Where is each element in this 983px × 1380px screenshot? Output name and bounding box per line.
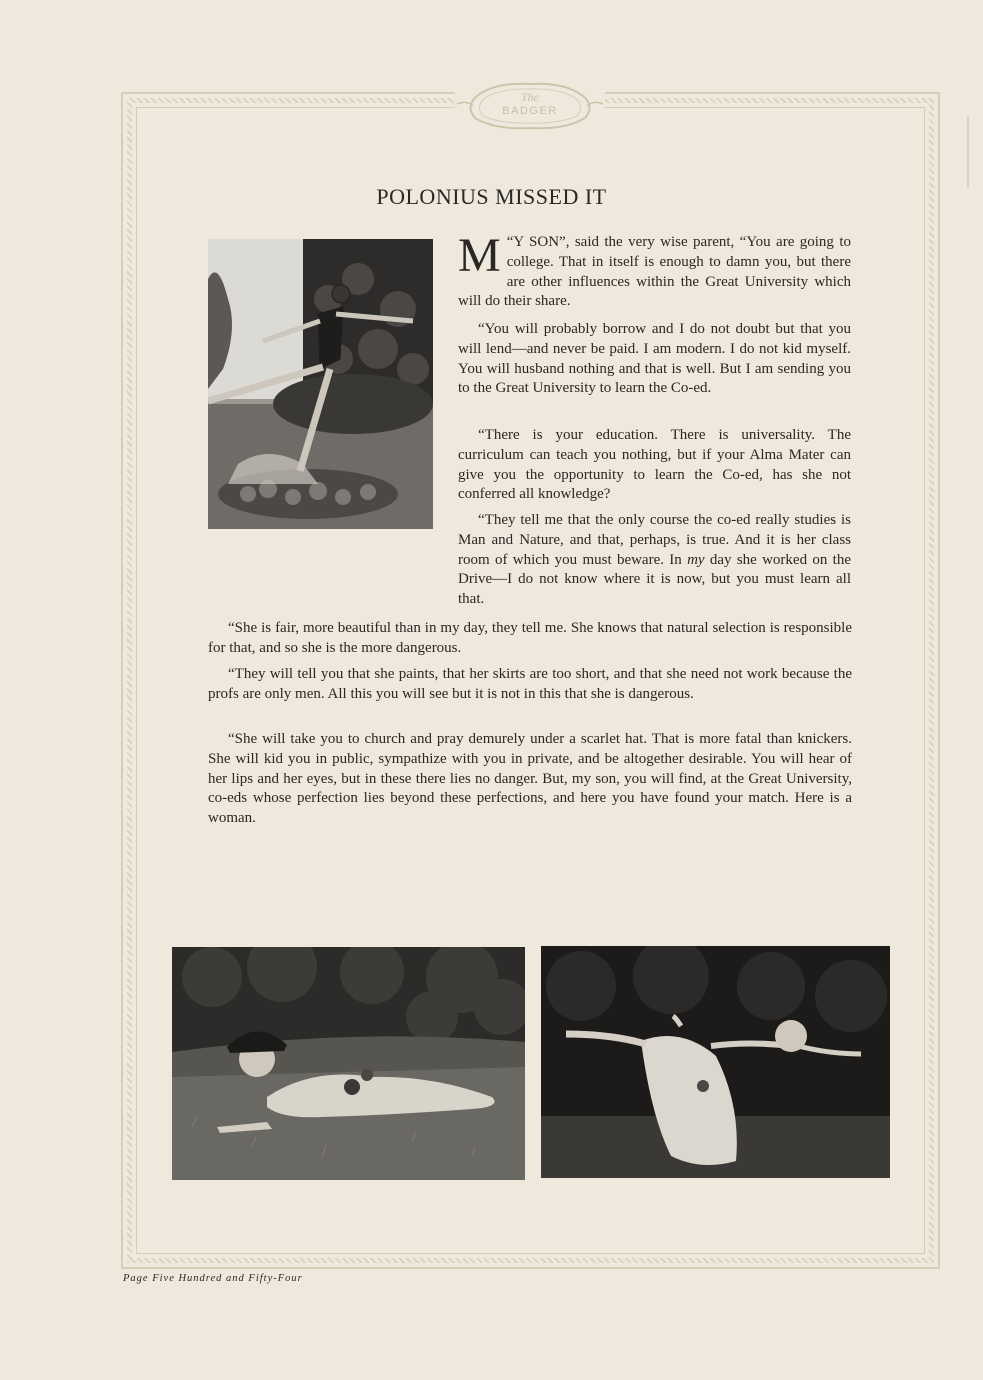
drop-cap: M: [458, 229, 501, 282]
page-edge-mark: [967, 116, 969, 188]
page-title: POLONIUS MISSED IT: [376, 184, 607, 209]
paragraph-1: “ M Y SON”, said the very wise parent, “You are going to college. That in itself is enough to damn you, but there are other influences within the Great University which will do their share.: [458, 229, 851, 310]
paragraph-5: “She is fair, more beautiful than in my day, they tell me. She knows that natural selection is responsible for that, and so she is the more dangerous.: [208, 620, 852, 656]
svg-text:BADGER: BADGER: [502, 105, 558, 117]
photo-reclining-figure: [172, 947, 525, 1180]
paragraph-2: “You will probably borrow and I do not doubt but that you will lend—and never be paid. I am modern. I do not kid myself. You will husband nothing and that is well. But I am sending you to the Great University to learn the Co-ed.: [458, 321, 851, 397]
paragraph-6: “They will tell you that she paints, that her skirts are too short, and that she need not work because the profs are only men. All this you will see but it is not in this that she is dangerous.: [208, 666, 852, 702]
paragraph-7: “She will take you to church and pray demurely under a scarlet hat. That is more fatal than knickers. She will kid you in public, sympathize with you in private, and be altogether desirable. You will hear of her lips and her eyes, but in these there lies no danger. But, my son, you will find, at the Great University, co-eds whose perfection lies beyond these perfections, and here you have found your match. Here is a woman.: [208, 731, 852, 827]
paragraph-4: “They tell me that the only course the co-ed really studies is Man and Nature, and that, perhaps, is true. And it is her class room of which you must beware. In my day she worked on the Drive—I do not know where it is now, but you must learn all that.: [458, 512, 851, 608]
svg-text:The: The: [521, 90, 539, 104]
page-number-footer: Page Five Hundred and Fifty-Four: [123, 1273, 303, 1284]
photo-dancing-figure: [541, 946, 890, 1178]
photo-man-on-fountain: [208, 239, 433, 529]
badger-crest-logo: [455, 76, 605, 136]
paragraph-3: “There is your education. There is universality. The curriculum can teach you nothing, but if your Alma Mater can give you the opportunity to learn the Co-ed, has she not conferred all knowledge?: [458, 427, 851, 503]
